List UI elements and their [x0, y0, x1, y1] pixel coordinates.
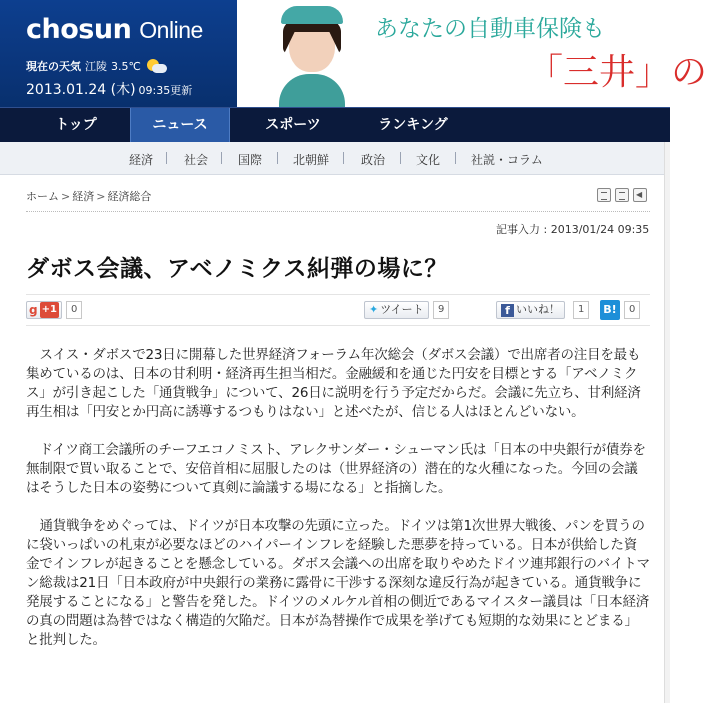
ad-headline: あなたの自動車保険も	[375, 16, 605, 42]
like-label: いいね！	[516, 303, 560, 316]
current-datetime	[26, 79, 192, 99]
subnav-item-north-korea[interactable]: 北朝鮮	[293, 153, 330, 167]
gplus-count: 0	[66, 301, 82, 319]
subnav-divider	[221, 152, 222, 164]
tweet-button[interactable]	[364, 301, 429, 319]
ad-model-image	[277, 0, 347, 107]
weather-temp: 3.5℃	[111, 59, 141, 73]
partly-cloudy-icon	[145, 58, 167, 74]
nav-item-sports[interactable]: スポーツ	[265, 117, 321, 133]
weather-city: 江陵	[85, 60, 107, 73]
subnav-item-culture[interactable]: 文化	[416, 153, 441, 167]
divider	[26, 325, 650, 326]
gplus-label: +1	[40, 302, 59, 318]
like-count: 1	[573, 301, 589, 319]
nav-item-top[interactable]: トップ	[55, 117, 97, 133]
facebook-icon: f	[501, 304, 514, 317]
logo-suffix: Online	[139, 17, 203, 43]
ad-brand-text: 「三井」の	[527, 52, 707, 93]
logo-brand: chosun	[26, 14, 132, 45]
email-icon[interactable]	[615, 188, 629, 202]
gplus-icon: g	[29, 303, 38, 317]
weather-widget	[26, 58, 167, 74]
facebook-like-button[interactable]	[496, 301, 565, 319]
article-paragraph: 通貨戦争をめぐっては、ドイツが日本攻撃の先頭に立った。ドイツは第1次世界大戦後、パンを買うのに袋いっぱいの札束が必要なほどのハイパーインフレを経験した悪夢を持っている。日本が供給した資金でインフレが起きることを懸念している。ダボス会議への出席を取りやめたドイツ連邦銀行のバイトマン総裁は21日「日本政府が中央銀行の業務に露骨に干渉する深刻な違反行為が起きている。通貨戦争に発展することになる」と警告を発した。ドイツのメルケル首相の側近であるマイスター議員は「日本経済の真の問題は為替ではなく構造的欠陥だ。日本が為替操作で成果を挙げても短期的な効果にとどまる」と批判した。	[26, 518, 650, 648]
article-paragraph: スイス・ダボスで23日に開幕した世界経済フォーラム年次総会（ダボス会議）で出席者の注目を最も集めているのは、日本の甘利明・経済再生担当相だ。金融緩和を通じた円安を目標とする「アベノミクス」が引き起こした「通貨戦争」について、26日に説明を行う予定だからだ。会議に先立ち、甘利経済再生相は「円安とか円高に誘導するつもりはない」と述べたが、信じる人はほとんどいない。	[26, 347, 641, 420]
article-posted-time: 記事入力 : 2013/01/24 09:35	[496, 223, 650, 236]
weather-label: 現在の天気	[26, 60, 81, 73]
gplus-button[interactable]	[26, 301, 62, 319]
subnav-item-economy[interactable]: 経済	[129, 153, 154, 167]
sub-nav	[0, 142, 670, 175]
subnav-divider	[277, 152, 278, 164]
breadcrumb	[26, 188, 151, 204]
breadcrumb-economy-general[interactable]: 経済総合	[107, 190, 152, 203]
tweet-label: ツイート	[380, 303, 424, 316]
nav-item-news[interactable]: ニュース	[130, 108, 230, 143]
current-date: 2013.01.24 (木)	[26, 82, 136, 98]
breadcrumb-separator: >	[61, 190, 71, 203]
nav-item-ranking[interactable]: ランキング	[378, 117, 448, 133]
twitter-bird-icon: ✦	[369, 303, 379, 316]
subnav-item-international[interactable]: 国際	[238, 153, 263, 167]
subnav-divider	[400, 152, 401, 164]
hatena-bookmark-button[interactable]: B!	[600, 300, 620, 320]
print-icon[interactable]	[597, 188, 611, 202]
subnav-divider	[166, 152, 167, 164]
main-nav	[0, 107, 670, 142]
update-time: 09:35更新	[138, 84, 193, 97]
subnav-divider	[455, 152, 456, 164]
article-body	[26, 346, 650, 669]
article-paragraph: ドイツ商工会議所のチーフエコノミスト、アレクサンダー・シューマン氏は「日本の中央銀行が債券を無制限で買い取ることで、安倍首相に屈服したのは（世界経済の）潜在的な火種になった。今回の会議はそうした日本の姿勢について真剣に論議する場になる」と指摘した。	[26, 442, 646, 496]
breadcrumb-economy[interactable]: 経済	[72, 190, 95, 203]
hatena-count: 0	[624, 301, 640, 319]
ad-banner[interactable]	[237, 0, 707, 107]
page-scrollbar[interactable]	[664, 142, 670, 703]
back-icon[interactable]	[633, 188, 647, 202]
article-title: ダボス会議、アベノミクス糾弾の場に？	[26, 256, 448, 282]
subnav-item-society[interactable]: 社会	[184, 153, 209, 167]
breadcrumb-separator: >	[96, 190, 106, 203]
subnav-item-editorial[interactable]: 社説・コラム	[471, 153, 543, 167]
site-logo[interactable]	[26, 14, 203, 45]
divider	[26, 294, 650, 295]
tweet-count: 9	[433, 301, 449, 319]
breadcrumb-home[interactable]: ホーム	[26, 190, 59, 203]
divider	[26, 211, 650, 212]
subnav-item-politics[interactable]: 政治	[361, 153, 386, 167]
subnav-divider	[343, 152, 344, 164]
article-tools	[597, 188, 647, 202]
